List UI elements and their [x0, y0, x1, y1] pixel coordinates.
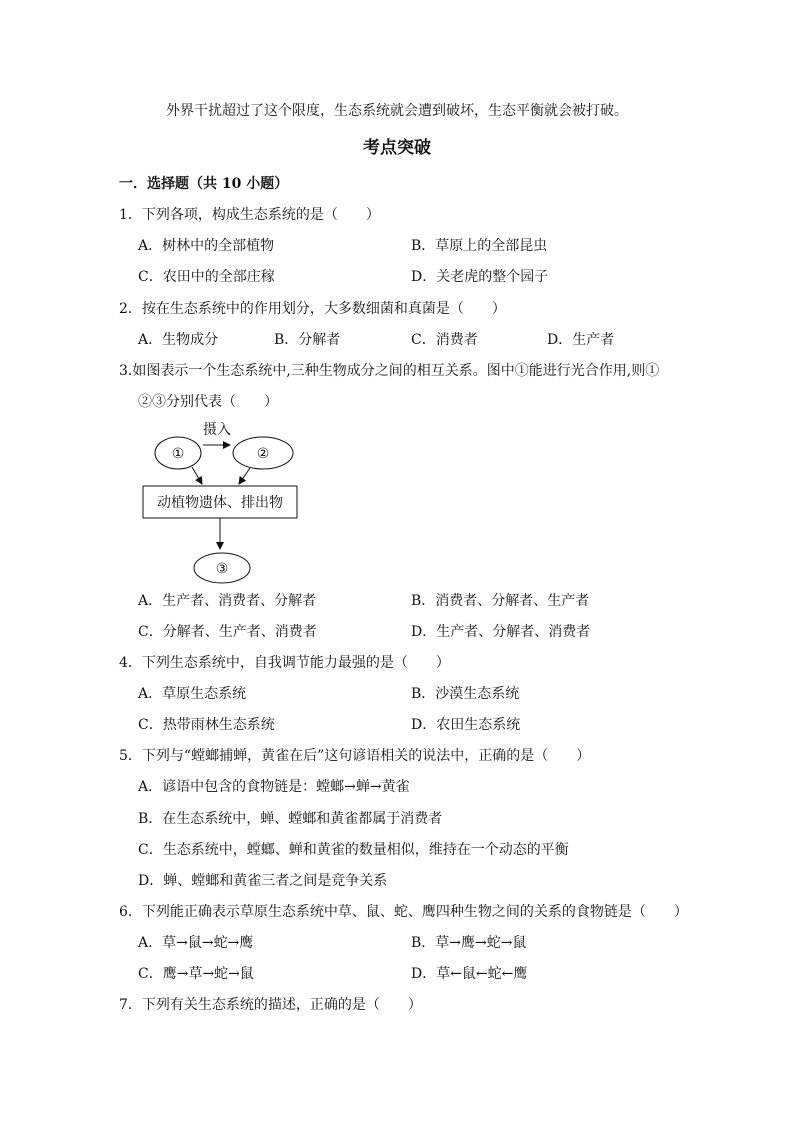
q2-option-d: D．生产者	[547, 332, 615, 348]
q5-option-a: A．谚语中包含的食物链是：螳螂→蝉→黄雀	[138, 779, 410, 795]
q3-option-d: D．生产者、分解者、消费者	[411, 624, 591, 640]
node-3-label: ③	[215, 561, 229, 577]
q6-option-d: D．草←鼠←蛇←鹰	[411, 966, 528, 982]
node-2-label: ②	[256, 446, 270, 462]
remains-box-label: 动植物遗体、排出物	[157, 495, 283, 511]
question-3-stem-line2: ②③分别代表（ ）	[138, 394, 278, 410]
q4-option-a: A．草原生态系统	[138, 686, 247, 702]
q5-option-b: B．在生态系统中，蝉、螳螂和黄雀都属于消费者	[138, 811, 443, 827]
q5-option-d: D．蝉、螳螂和黄雀三者之间是竞争关系	[138, 873, 388, 889]
question-5-stem: 5．下列与“螳螂捕蝉，黄雀在后”这句谚语相关的说法中，正确的是（ ）	[119, 748, 591, 764]
q2-option-b: B．分解者	[274, 332, 341, 348]
q4-option-c: C．热带雨林生态系统	[138, 717, 275, 733]
q5-option-c: C．生态系统中，螳螂、蝉和黄雀的数量相似，维持在一个动态的平衡	[138, 842, 569, 858]
intro-text: 外界干扰超过了这个限度，生态系统就会遭到破坏，生态平衡就会被打破。	[166, 103, 628, 119]
section-title: 考点突破	[363, 138, 431, 158]
ingest-arrow-label: 摄入	[203, 422, 231, 438]
q1-option-a: A．树林中的全部植物	[138, 238, 275, 254]
question-3-stem-line1: 3.如图表示一个生态系统中,三种生物成分之间的相互关系。图中①能进行光合作用,则①	[119, 363, 660, 379]
part-heading: 一．选择题（共 10 小题）	[119, 176, 289, 192]
question-1-stem: 1．下列各项，构成生态系统的是（ ）	[119, 207, 380, 223]
question-6-stem: 6．下列能正确表示草原生态系统中草、鼠、蛇、鹰四种生物之间的关系的食物链是（ ）	[119, 904, 688, 920]
node-2-to-box-arrow	[239, 468, 250, 484]
q1-option-d: D．关老虎的整个园子	[411, 269, 549, 285]
q6-option-b: B．草→鹰→蛇→鼠	[411, 935, 527, 951]
q4-option-b: B．沙漠生态系统	[411, 686, 520, 702]
q6-option-a: A．草→鼠→蛇→鹰	[138, 935, 254, 951]
q1-option-c: C．农田中的全部庄稼	[138, 269, 275, 285]
q2-option-c: C．消费者	[411, 332, 478, 348]
question-2-stem: 2．按在生态系统中的作用划分，大多数细菌和真菌是（ ）	[119, 301, 506, 317]
node-1-label: ①	[171, 446, 185, 462]
q4-option-d: D．农田生态系统	[411, 717, 521, 733]
q3-option-a: A．生产者、消费者、分解者	[138, 593, 317, 609]
q3-option-b: B．消费者、分解者、生产者	[411, 593, 590, 609]
node-1-to-box-arrow	[192, 467, 202, 484]
q1-option-b: B．草原上的全部昆虫	[411, 238, 548, 254]
q2-option-a: A．生物成分	[138, 332, 219, 348]
question-4-stem: 4．下列生态系统中，自我调节能力最强的是（ ）	[119, 655, 450, 671]
ecosystem-relation-diagram	[140, 418, 310, 588]
question-7-stem: 7．下列有关生态系统的描述，正确的是（ ）	[119, 997, 422, 1013]
q3-option-c: C．分解者、生产者、消费者	[138, 624, 317, 640]
q6-option-c: C．鹰→草→蛇→鼠	[138, 966, 254, 982]
